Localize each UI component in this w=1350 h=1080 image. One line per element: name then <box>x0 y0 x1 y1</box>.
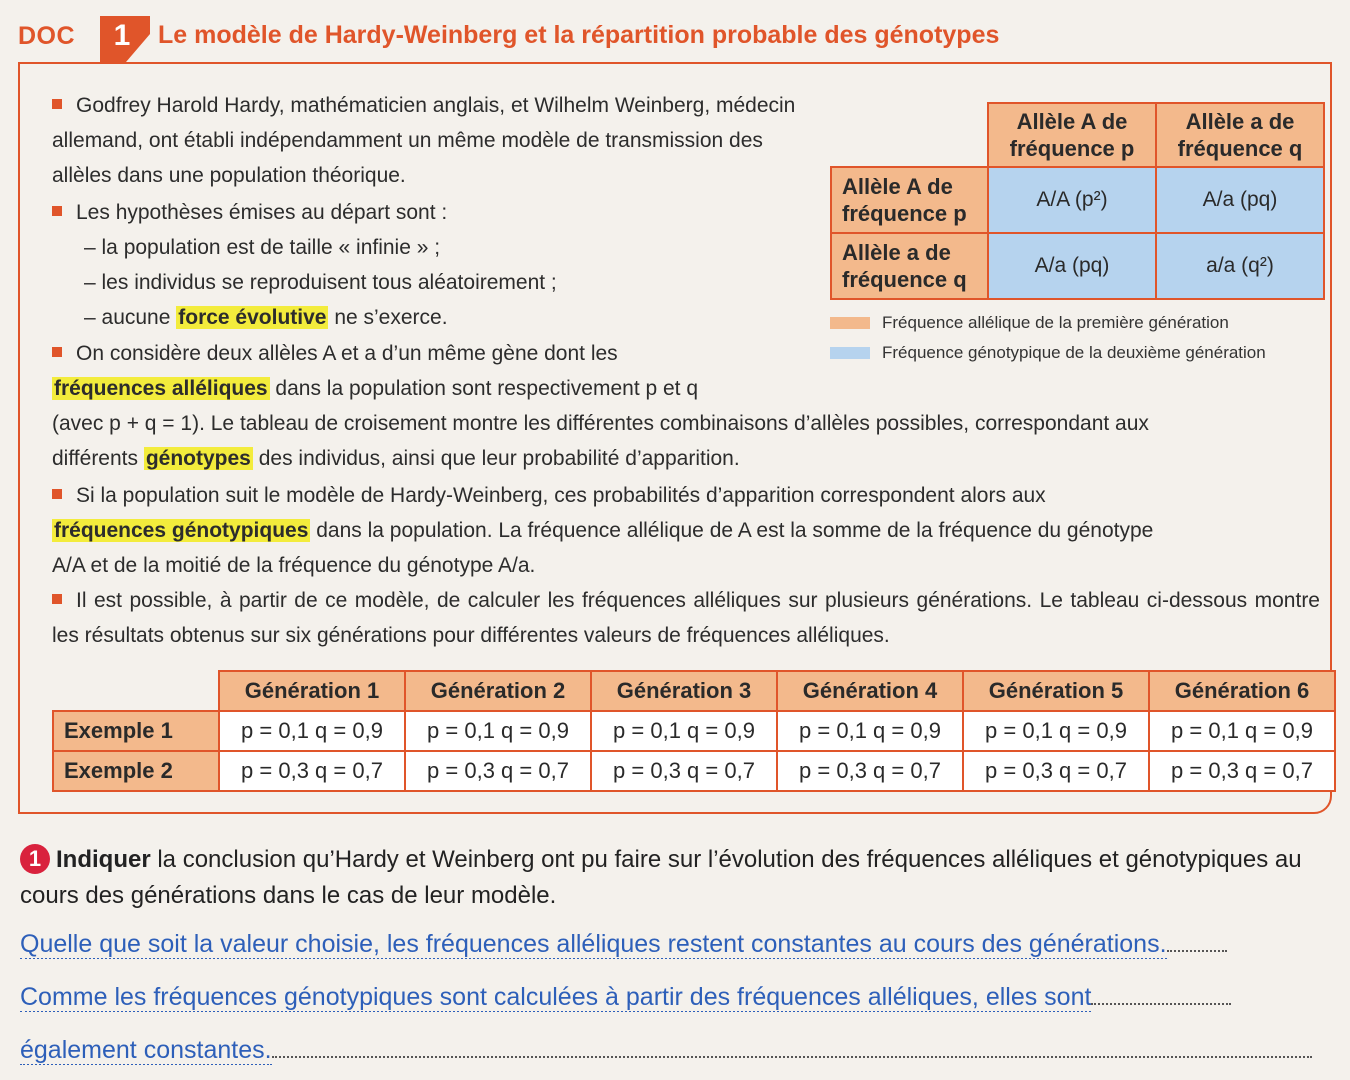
gen-header: Génération 3 <box>591 671 777 711</box>
gen-header: Génération 6 <box>1149 671 1335 711</box>
question-verb: Indiquer <box>56 846 151 873</box>
punnett-cell-Aa: A/a (pq) <box>1156 167 1324 233</box>
paragraph-hardy-weinberg-frequencies: Si la population suit le modèle de Hardy-Weinberg, ces probabilités d’apparition correspondent alors aux fréquences génotypiques dans la population. La fréquence allélique de A est la somme de la fréquence du génotype A/A et de la moitié de la fréquence du génotype A/a. <box>52 484 1154 577</box>
question-1 <box>20 842 1350 914</box>
paragraph-generations: Il est possible, à partir de ce modèle, de calculer les fréquences alléliques sur plusieurs générations. Le tableau ci-dessous montre les résultats obtenus sur six générations pour différentes valeurs de fréquences alléliques. <box>52 589 1320 647</box>
punnett-col-header-A: Allèle A de fréquence p <box>988 103 1156 167</box>
legend-swatch-orange <box>830 317 870 329</box>
table-cell: p = 0,3 q = 0,7 <box>405 751 591 791</box>
gen-header: Génération 5 <box>963 671 1149 711</box>
bullet-icon <box>52 594 62 604</box>
doc-label: DOC <box>18 22 76 50</box>
question-number-badge: 1 <box>20 844 50 874</box>
answer-line-1[interactable]: Quelle que soit la valeur choisie, les fréquences alléliques restent constantes au cours des générations. <box>20 930 1350 959</box>
gen-header: Génération 4 <box>777 671 963 711</box>
table-cell: p = 0,1 q = 0,9 <box>219 711 405 751</box>
legend-blue: Fréquence génotypique de la deuxième génération <box>830 343 1266 363</box>
paragraph-alleles: On considère deux allèles A et a d’un même gène dont les fréquences alléliques dans la population sont respectivement p et q (avec p + q = 1). Le tableau de croisement montre les différentes combinaisons d’allèles possibles, correspondant aux différents génotypes des individus, ainsi que leur probabilité d’apparition. <box>52 342 1149 470</box>
doc-number: 1 <box>113 19 131 52</box>
table-cell: p = 0,1 q = 0,9 <box>963 711 1149 751</box>
legend-orange: Fréquence allélique de la première génération <box>830 313 1229 333</box>
bullet-icon <box>52 489 62 499</box>
table-cell: p = 0,3 q = 0,7 <box>777 751 963 791</box>
paragraph-authors: Godfrey Harold Hardy, mathématicien anglais, et Wilhelm Weinberg, médecin allemand, ont établi indépendamment un même modèle de transmission des allèles dans une population théorique. <box>52 94 796 187</box>
bullet-icon <box>52 206 62 216</box>
gen-header: Génération 1 <box>219 671 405 711</box>
punnett-cell-AA: A/A (p²) <box>988 167 1156 233</box>
table-cell: p = 0,1 q = 0,9 <box>777 711 963 751</box>
paragraph-hypotheses: Les hypothèses émises au départ sont : – la population est de taille « infinie » ; – les individus se reproduisent tous aléatoirement ; – aucune force évolutive ne s’exerce. <box>52 195 812 335</box>
bullet-icon <box>52 99 62 109</box>
table-cell: p = 0,3 q = 0,7 <box>963 751 1149 791</box>
table-cell: p = 0,3 q = 0,7 <box>219 751 405 791</box>
row-label: Exemple 2 <box>53 751 219 791</box>
punnett-cell-aA: A/a (pq) <box>988 233 1156 299</box>
generations-table <box>52 670 1336 792</box>
table-cell: p = 0,1 q = 0,9 <box>405 711 591 751</box>
highlight-genotypes: génotypes <box>145 447 251 470</box>
bullet-icon <box>52 347 62 357</box>
gen-header: Génération 2 <box>405 671 591 711</box>
highlight-force-evolutive: force évolutive <box>178 306 327 329</box>
table-cell: p = 0,3 q = 0,7 <box>1149 751 1335 791</box>
hypothesis-3: – aucune force évolutive ne s’exerce. <box>84 306 448 329</box>
doc-header <box>18 16 1348 62</box>
punnett-row-header-a: Allèle a de fréquence q <box>831 233 988 299</box>
table-row <box>53 751 1335 791</box>
punnett-cell-aa: a/a (q²) <box>1156 233 1324 299</box>
highlight-frequences-genotypiques: fréquences génotypiques <box>54 519 309 542</box>
punnett-row-header-A: Allèle A de fréquence p <box>831 167 988 233</box>
table-cell: p = 0,1 q = 0,9 <box>591 711 777 751</box>
table-cell: p = 0,3 q = 0,7 <box>591 751 777 791</box>
legend-swatch-blue <box>830 347 870 359</box>
hypothesis-1: – la population est de taille « infinie » ; <box>84 236 441 259</box>
row-label: Exemple 1 <box>53 711 219 751</box>
table-row <box>53 711 1335 751</box>
punnett-col-header-a: Allèle a de fréquence q <box>1156 103 1324 167</box>
punnett-square-table <box>830 102 1325 300</box>
answer-line-3[interactable]: également constantes. <box>20 1036 1350 1065</box>
answer-line-2[interactable]: Comme les fréquences génotypiques sont calculées à partir des fréquences alléliques, elles sont <box>20 983 1350 1012</box>
table-cell: p = 0,1 q = 0,9 <box>1149 711 1335 751</box>
question-text: la conclusion qu’Hardy et Weinberg ont pu faire sur l’évolution des fréquences alléliques et génotypiques au cours des générations dans le cas de leur modèle. <box>20 846 1302 909</box>
highlight-frequences-alleliques: fréquences alléliques <box>54 377 268 400</box>
doc-title: Le modèle de Hardy-Weinberg et la répartition probable des génotypes <box>158 21 1000 49</box>
hypothesis-2: – les individus se reproduisent tous aléatoirement ; <box>84 271 557 294</box>
